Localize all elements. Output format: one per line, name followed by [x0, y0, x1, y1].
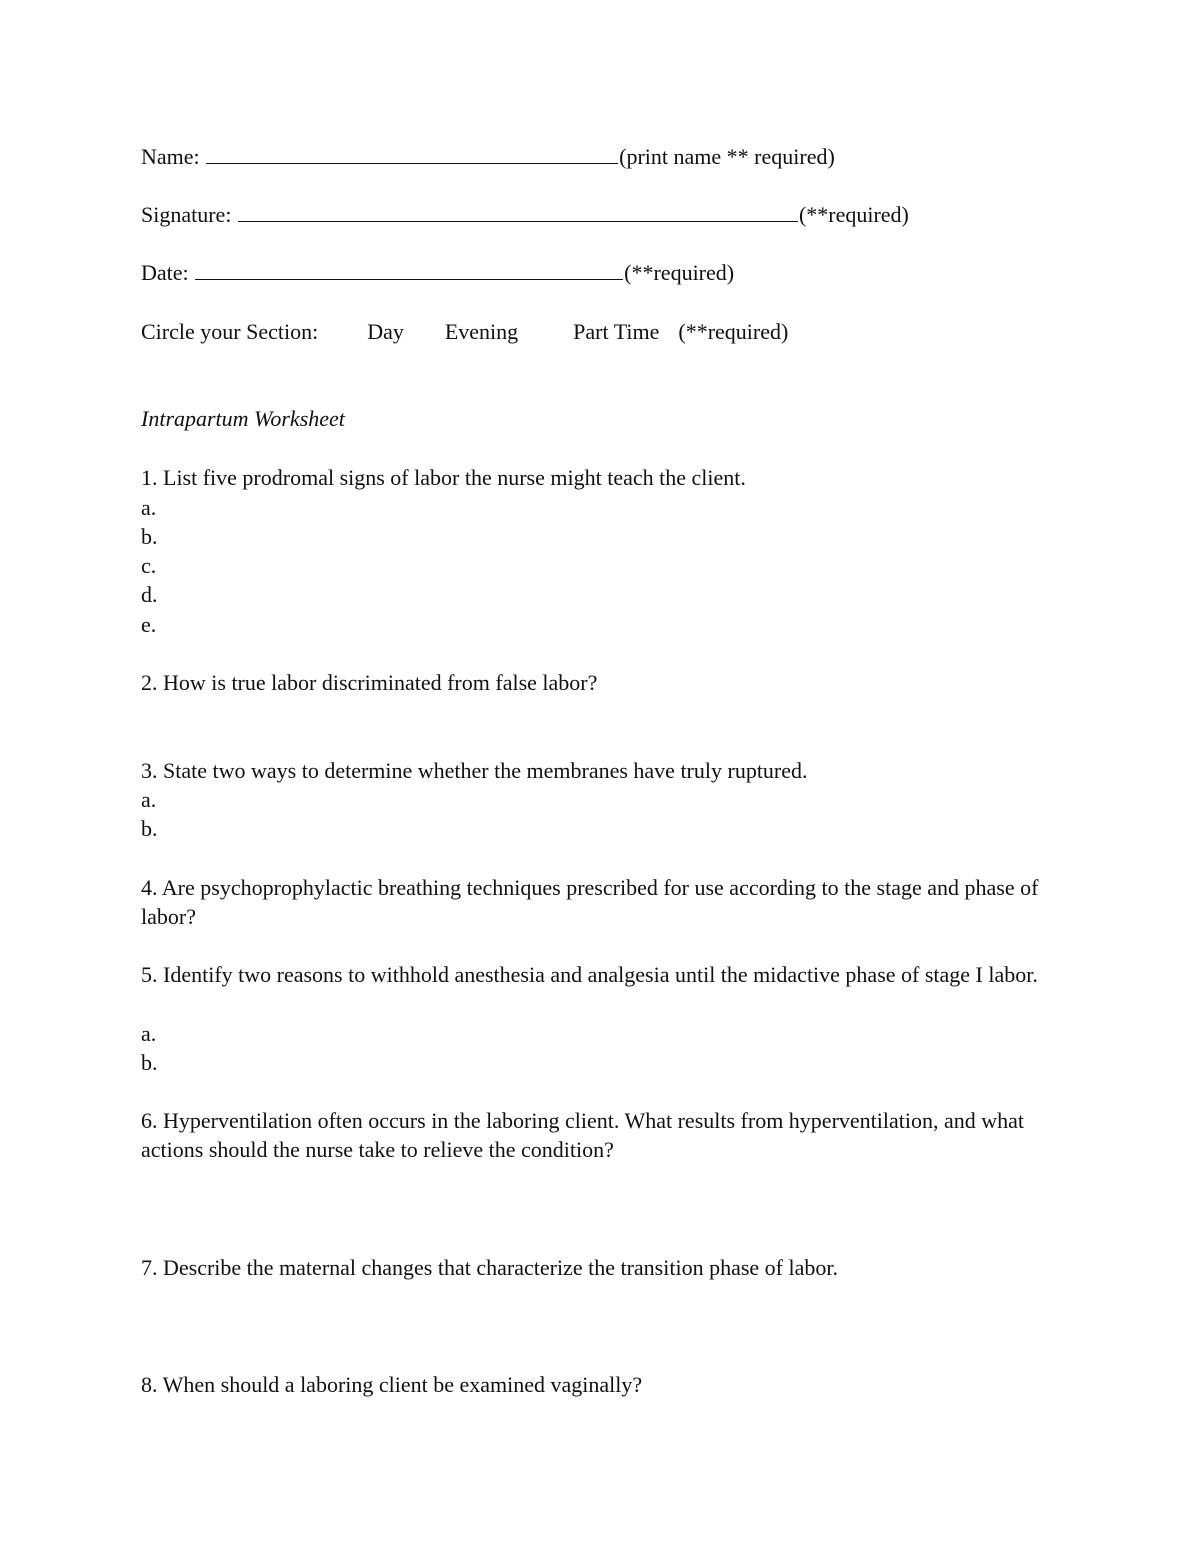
worksheet-title: Intrapartum Worksheet — [141, 406, 345, 431]
section-field-row — [141, 317, 788, 346]
date-note: (**required) — [624, 260, 735, 285]
section-option-evening[interactable]: Evening — [444, 319, 519, 344]
date-blank[interactable] — [195, 259, 623, 280]
answer-item: b. — [141, 1050, 158, 1075]
name-note: (print name ** required) — [619, 144, 835, 169]
name-label: Name: — [141, 144, 200, 169]
name-field-row — [141, 142, 835, 171]
signature-note: (**required) — [798, 202, 909, 227]
question-2: 2. How is true labor discriminated from false labor? — [141, 670, 598, 695]
section-option-day[interactable]: Day — [367, 319, 404, 344]
question-3: 3. State two ways to determine whether the membranes have truly ruptured. — [141, 758, 808, 783]
section-option-part-time[interactable]: Part Time — [573, 319, 660, 344]
question-5: 5. Identify two reasons to withhold anesthesia and analgesia until the midactive phase of stage I labor. — [141, 962, 1038, 987]
answer-item: a. — [141, 495, 157, 520]
answer-item: c. — [141, 553, 157, 578]
answer-item: d. — [141, 582, 158, 607]
section-label: Circle your Section: — [141, 319, 319, 344]
question-1: 1. List five prodromal signs of labor the nurse might teach the client. — [141, 465, 746, 490]
question-6: 6. Hyperventilation often occurs in the laboring client. What results from hyperventilation, and what actions should the nurse take to relieve the condition? — [141, 1108, 1025, 1162]
date-field-row — [141, 258, 734, 287]
answer-item: a. — [141, 787, 157, 812]
question-7: 7. Describe the maternal changes that characterize the transition phase of labor. — [141, 1255, 838, 1280]
section-note: (**required) — [678, 319, 789, 344]
answer-item: a. — [141, 1021, 157, 1046]
signature-field-row — [141, 200, 909, 229]
date-label: Date: — [141, 260, 189, 285]
signature-label: Signature: — [141, 202, 232, 227]
signature-blank[interactable] — [238, 201, 798, 222]
question-4: 4. Are psychoprophylactic breathing techniques prescribed for use according to the stage and phase of labor? — [141, 875, 1039, 929]
answer-item: b. — [141, 816, 158, 841]
question-8: 8. When should a laboring client be examined vaginally? — [141, 1372, 643, 1397]
answer-item: e. — [141, 612, 157, 637]
name-blank[interactable] — [206, 143, 618, 164]
answer-item: b. — [141, 524, 158, 549]
